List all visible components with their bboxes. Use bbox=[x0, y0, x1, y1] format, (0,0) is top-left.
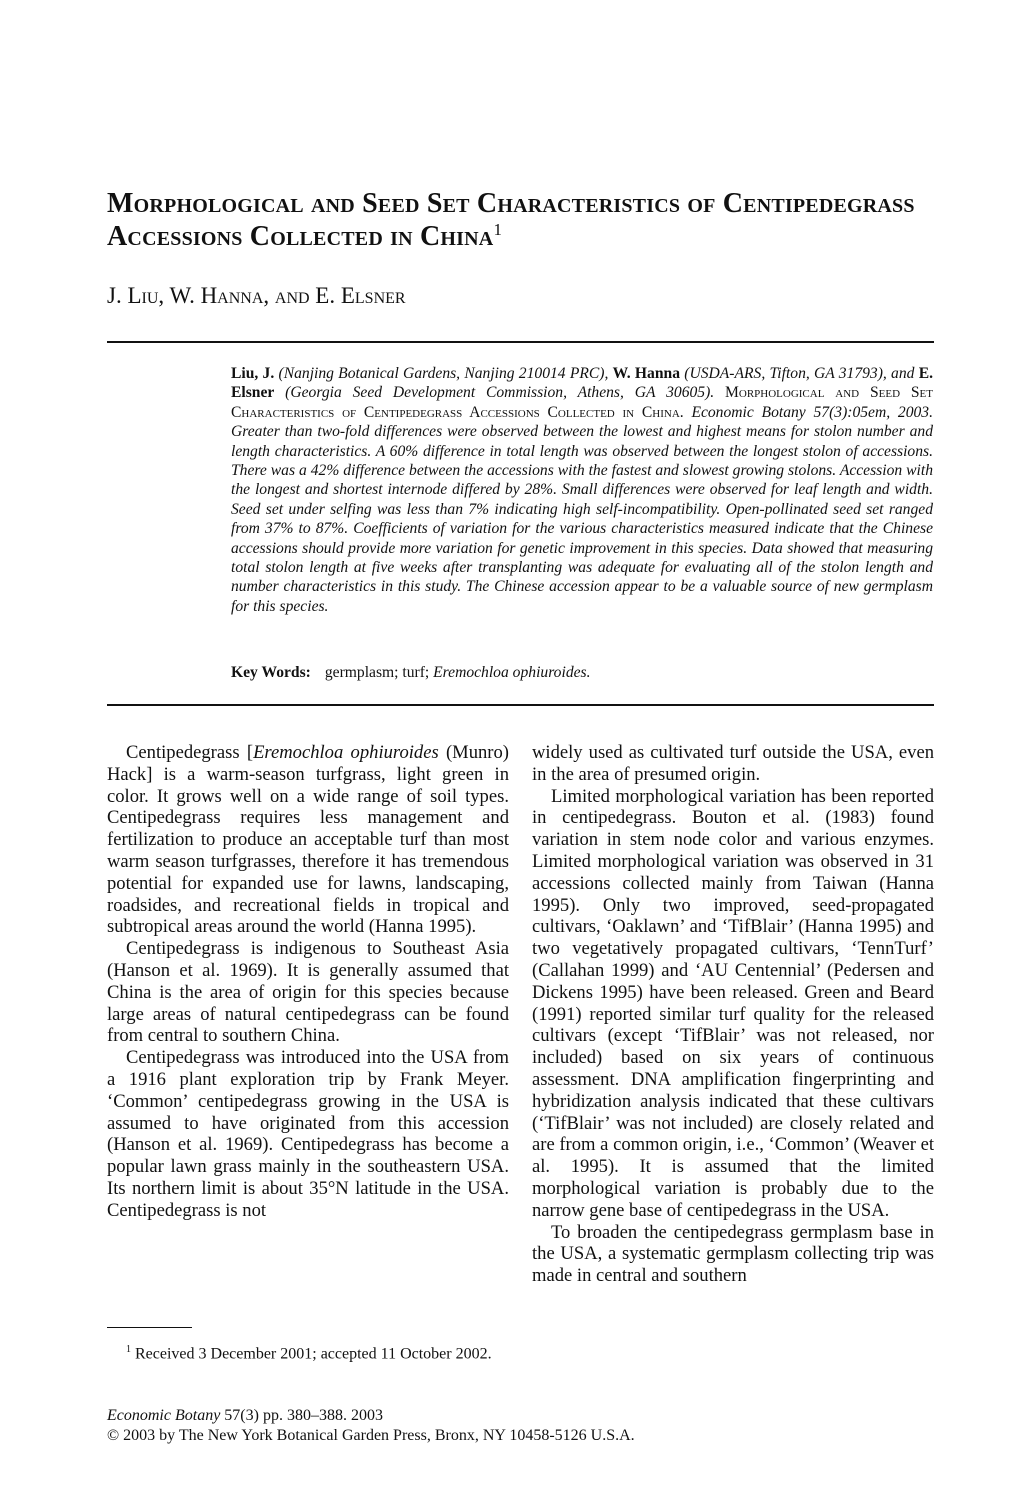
abstract-title-caps: Morphological and Seed Set Characteristics of Centipedegrass Accessions Collected in China. bbox=[231, 384, 933, 421]
abstract-body: Economic Botany 57(3):05em, 2003. Greater than two-fold differences were observed between the lowest and highest means for stolon number and length characteristics. A 60% difference in total length was observed between the longest stolon of accessions. There was a 42% difference between the accessions with the fastest and slowest growing stolons. Accession with the longest and shortest internode differed by 28%. Small differences were observed for leaf length and width. Seed set under selfing was less than 7% indicating high self-incompatibility. Open-pollinated seed set ranged from 37% to 87%. Coefficients of variation for the various characteristics measured indicate that the Chinese accessions should provide more variation for genetic improvement in this species. Data showed that measuring total stolon length at five weeks after transplanting was adequate for evaluating all of the stolon length and number characteristics in this study. The Chinese accession appear to be a valuable source of new germplasm for this species. bbox=[231, 403, 933, 615]
abstract-author3-affil: (Georgia Seed Development Commission, Athens, GA 30605). bbox=[285, 384, 715, 402]
body-column-left bbox=[107, 742, 509, 1222]
copyright-line: © 2003 by The New York Botanical Garden Press, Bronx, NY 10458-5126 U.S.A. bbox=[107, 1427, 635, 1444]
abstract-author1-affil: (Nanjing Botanical Gardens, Nanjing 210014 PRC), bbox=[278, 365, 609, 382]
abstract-author1-name: Liu, J. bbox=[231, 365, 275, 382]
journal-citation-line bbox=[107, 1406, 947, 1426]
abstract-author2-affil: (USDA-ARS, Tifton, GA 31793), and bbox=[684, 365, 915, 382]
left-paragraph-3: Centipedegrass was introduced into the USA from a 1916 plant exploration trip by Frank Meyer. ‘Common’ centipedegrass growing in the USA is assumed to have originated from this accession (Hanson et al. 1969). Centipedegrass has become a popular lawn grass mainly in the southeastern USA. Its northern limit is about 35°N latitude in the USA. Centipedegrass is not bbox=[107, 1047, 509, 1221]
key-words-species: Eremochloa ophiuroides. bbox=[433, 664, 591, 681]
footnote-rule bbox=[107, 1327, 192, 1328]
key-words bbox=[231, 664, 933, 682]
abstract-author3-name: E. Elsner bbox=[231, 365, 934, 402]
right-paragraph-2: Limited morphological variation has been reported in centipedegrass. Bouton et al. (1983) found variation in stem node color and various enzymes. Limited morphological variation was observed in 31 accessions collected mainly from Taiwan (Hanna 1995). Only two improved, seed-propagated cultivars, ‘Oaklawn’ and ‘TifBlair’ (Hanna 1995) and two vegetatively propagated cultivars, ‘TennTurf’ (Callahan 1999) and ‘AU Centennial’ (Pedersen and Dickens 1995) have been released. Green and Beard (1991) reported similar turf quality for the released cultivars (except ‘TifBlair’ was not released, nor included) based on six years of continuous assessment. DNA amplification fingerprinting and hybridization analysis indicated that these cultivars (‘TifBlair’ was not included) are closely related and are from a common origin, i.e., ‘Common’ (Weaver et al. 1995). It is assumed that the limited morphological variation is probably due to the narrow gene base of centipedegrass in the USA. bbox=[532, 785, 934, 1221]
journal-citation: 57(3) pp. 380–388. 2003 bbox=[224, 1407, 383, 1424]
article-title bbox=[107, 187, 967, 253]
right-paragraph-3: To broaden the centipedegrass germplasm base in the USA, a systematic germplasm collecting trip was made in central and southern bbox=[532, 1221, 934, 1287]
abstract-bottom-rule bbox=[107, 704, 934, 706]
abstract-top-rule bbox=[107, 341, 934, 343]
left-paragraph-2: Centipedegrass is indigenous to Southeast Asia (Hanson et al. 1969). It is generally assumed that China is the area of origin for this species because large areas of natural centipedegrass can be found from central to southern China. bbox=[107, 938, 509, 1047]
title-footnote-mark: 1 bbox=[493, 220, 503, 239]
journal-footer bbox=[107, 1406, 947, 1446]
author-list: J. Liu, W. Hanna, and E. Elsner bbox=[107, 283, 406, 308]
footnote-text: Received 3 December 2001; accepted 11 October 2002. bbox=[135, 1345, 492, 1363]
article-title-text: Morphological and Seed Set Characteristics of Centipedegrass Accessions Collected in China bbox=[107, 188, 915, 252]
right-paragraph-1: widely used as cultivated turf outside the USA, even in the area of presumed origin. bbox=[532, 742, 934, 785]
left-p1-species: Eremochloa ophiuroides bbox=[253, 742, 439, 763]
key-words-label: Key Words: bbox=[231, 664, 311, 681]
key-words-plain: germplasm; turf; bbox=[324, 664, 430, 681]
footnote-mark: 1 bbox=[126, 1344, 131, 1355]
body-column-right bbox=[532, 742, 934, 1287]
journal-name: Economic Botany bbox=[107, 1407, 221, 1424]
left-p1-rest: (Munro) Hack] is a warm-season turfgrass, light green in color. It grows well on a wide range of soil types. Centipedegrass requires less management and fertilization to produce an acceptable turf than most warm season turfgrasses, therefore it has tremendous potential for expanded use for lawns, landscaping, roadsides, and recreational fields in tropical and subtropical areas around the world (Hanna 1995). bbox=[107, 742, 509, 938]
abstract bbox=[231, 364, 933, 616]
footnote bbox=[107, 1340, 509, 1364]
left-p1-start: Centipedegrass [ bbox=[126, 742, 254, 763]
left-paragraph-1 bbox=[107, 742, 509, 938]
abstract-author2-name: W. Hanna bbox=[612, 365, 680, 382]
